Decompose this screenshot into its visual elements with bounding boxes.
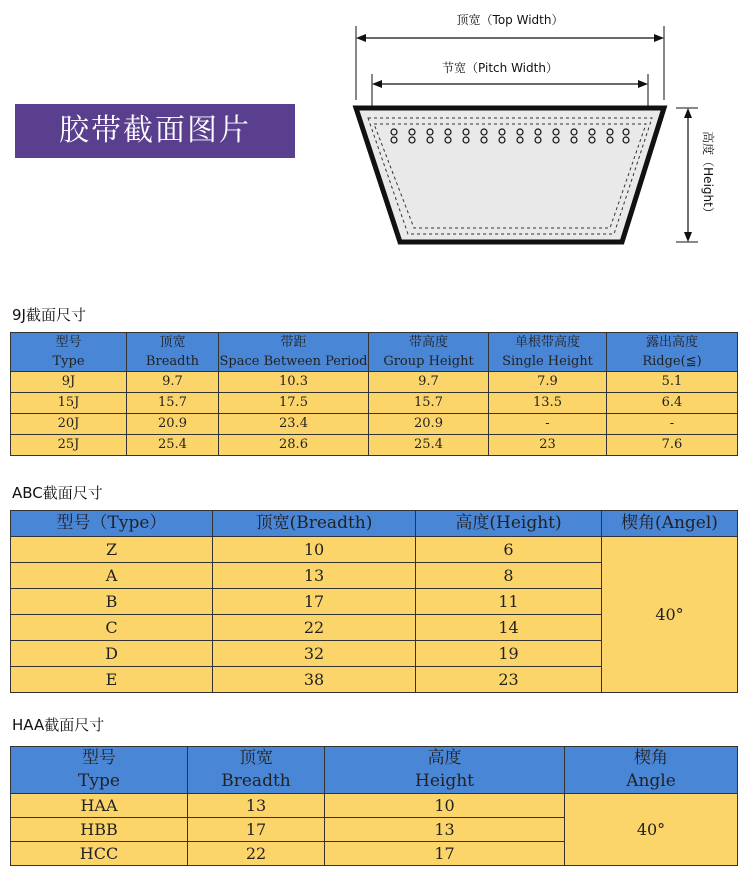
table-row — [11, 414, 738, 435]
col-angle: 楔角 Angle — [565, 747, 738, 794]
cell: 17 — [325, 842, 565, 866]
cell: 25J — [11, 435, 127, 456]
table-row — [11, 537, 738, 563]
cell: 15.7 — [369, 393, 489, 414]
cell: 23 — [416, 667, 602, 693]
cell: Z — [11, 537, 213, 563]
cell: B — [11, 589, 213, 615]
col-height: 高度(Height) — [416, 511, 602, 537]
cell: 9J — [11, 372, 127, 393]
cell: 32 — [213, 641, 416, 667]
table-header-row — [11, 511, 738, 537]
table-header-row — [11, 333, 738, 372]
cell: A — [11, 563, 213, 589]
col-breadth: 顶宽(Breadth) — [213, 511, 416, 537]
cell: 10 — [325, 794, 565, 818]
cell: E — [11, 667, 213, 693]
top-width-label: 顶宽（Top Width） — [456, 13, 564, 27]
col-type: 型号（Type） — [11, 511, 213, 537]
cell: - — [607, 414, 738, 435]
angle-cell: 40° — [602, 537, 738, 693]
table-row — [11, 372, 738, 393]
banner-title: 胶带截面图片 — [15, 104, 295, 158]
cell: 20.9 — [369, 414, 489, 435]
cell: 8 — [416, 563, 602, 589]
col-height: 高度 Height — [325, 747, 565, 794]
cell: 7.6 — [607, 435, 738, 456]
cell: 25.4 — [127, 435, 219, 456]
cell: 20.9 — [127, 414, 219, 435]
cell: 13 — [325, 818, 565, 842]
cell: 23 — [489, 435, 607, 456]
col-breadth: 顶宽 Breadth — [127, 333, 219, 372]
height-label: 高度（Height） — [701, 131, 715, 219]
cell: 38 — [213, 667, 416, 693]
col-breadth: 顶宽 Breadth — [188, 747, 325, 794]
belt-cross-section-diagram — [330, 0, 740, 260]
section-haa-title: HAA截面尺寸 — [12, 716, 105, 734]
cell: 13 — [213, 563, 416, 589]
section-9j-title: 9J截面尺寸 — [12, 306, 86, 324]
col-angle: 楔角(Angel) — [602, 511, 738, 537]
cell: 17 — [213, 589, 416, 615]
cell: 7.9 — [489, 372, 607, 393]
cell: 17.5 — [219, 393, 369, 414]
cell: 17 — [188, 818, 325, 842]
cell: 9.7 — [369, 372, 489, 393]
cell: 9.7 — [127, 372, 219, 393]
table-9j — [10, 332, 738, 456]
col-group-height: 带高度 Group Height — [369, 333, 489, 372]
col-ridge: 露出高度 Ridge(≦) — [607, 333, 738, 372]
table-haa — [10, 746, 738, 866]
cell: D — [11, 641, 213, 667]
section-abc-title: ABC截面尺寸 — [12, 484, 103, 502]
table-header-row — [11, 747, 738, 794]
cell: HBB — [11, 818, 188, 842]
angle-cell: 40° — [565, 794, 738, 866]
pitch-width-label: 节宽（Pitch Width） — [442, 61, 558, 75]
cell: C — [11, 615, 213, 641]
cell: 25.4 — [369, 435, 489, 456]
cell: HAA — [11, 794, 188, 818]
col-type: 型号 Type — [11, 333, 127, 372]
cell: 13.5 — [489, 393, 607, 414]
cell: 23.4 — [219, 414, 369, 435]
table-row — [11, 435, 738, 456]
cell: 22 — [188, 842, 325, 866]
cell: 28.6 — [219, 435, 369, 456]
col-space: 带距 Space Between Period — [219, 333, 369, 372]
cell: 20J — [11, 414, 127, 435]
cell: - — [489, 414, 607, 435]
cell: 22 — [213, 615, 416, 641]
cell: 10.3 — [219, 372, 369, 393]
cell: 15J — [11, 393, 127, 414]
cell: HCC — [11, 842, 188, 866]
cell: 14 — [416, 615, 602, 641]
cell: 6 — [416, 537, 602, 563]
cell: 15.7 — [127, 393, 219, 414]
table-row — [11, 794, 738, 818]
cell: 5.1 — [607, 372, 738, 393]
cell: 6.4 — [607, 393, 738, 414]
cell: 19 — [416, 641, 602, 667]
table-abc — [10, 510, 738, 693]
cell: 10 — [213, 537, 416, 563]
col-single-height: 单根带高度 Single Height — [489, 333, 607, 372]
cell: 13 — [188, 794, 325, 818]
table-row — [11, 393, 738, 414]
cell: 11 — [416, 589, 602, 615]
col-type: 型号 Type — [11, 747, 188, 794]
